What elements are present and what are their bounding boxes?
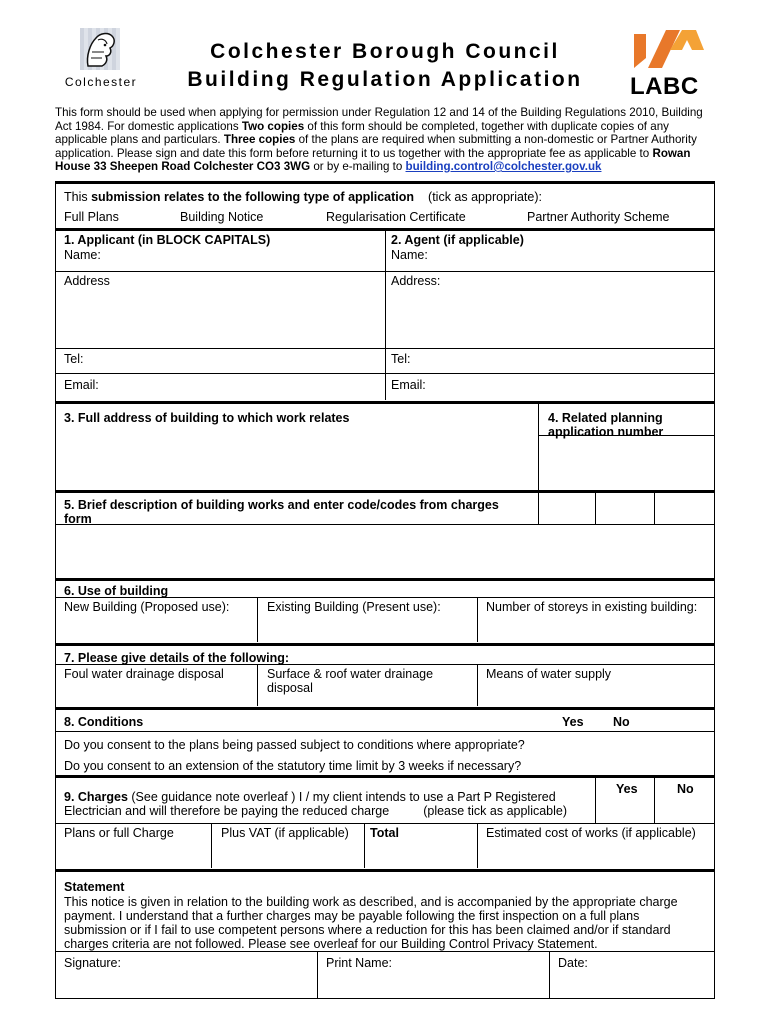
number-of-storeys-field[interactable]: Number of storeys in existing building: bbox=[486, 600, 698, 614]
agent-heading: 2. Agent (if applicable) bbox=[391, 233, 524, 247]
planning-number-heading: 4. Related planning bbox=[548, 411, 663, 425]
new-building-use-field[interactable]: New Building (Proposed use): bbox=[64, 600, 230, 614]
labc-chevron-icon bbox=[630, 28, 708, 70]
option-regularisation[interactable]: Regularisation Certificate bbox=[326, 210, 466, 224]
option-building-notice[interactable]: Building Notice bbox=[180, 210, 264, 224]
council-crest-icon bbox=[64, 26, 138, 74]
statement-line-4: charges criteria are not followed. Please see overleaf for our Building Control Privacy Statement. bbox=[64, 937, 598, 951]
statement-line-1: This notice is given in relation to the building work as described, and is accompanied by the appropriate charge bbox=[64, 895, 678, 909]
surface-water-field[interactable]: Surface & roof water drainage bbox=[267, 667, 434, 681]
vat-field[interactable]: Plus VAT (if applicable) bbox=[221, 826, 349, 840]
conditions-yes-label: Yes bbox=[562, 715, 584, 729]
intro-paragraph: This form should be used when applying for permission under Regulation 12 and 14 of the Building Regulations 2010, Building Act 1984. For domestic applications Two copies of this form should be completed, together with duplicate copies of any applicable plans and particulars. Three copies of the plans are required when submitting a non-domestic or Partner Authority application. Please sign and date this form before returning it to us together with the appropriate fee as applicable to Rowan House 33 Sheepen Road Colchester CO3 3WG or by e-mailing to building.control@colchester.gov.uk bbox=[55, 106, 703, 173]
conditions-question-1[interactable]: Do you consent to the plans being passed subject to conditions where appropriate? bbox=[64, 738, 525, 752]
part-p-yes[interactable]: Yes bbox=[616, 782, 638, 796]
statement-line-3: submission or if I fail to use competent persons where a reduction for this has been claimed and/or if standard bbox=[64, 923, 671, 937]
applicant-heading: 1. Applicant (in BLOCK CAPITALS) bbox=[64, 233, 271, 247]
submission-type-label: This submission relates to the following type of application (tick as appropriate): bbox=[64, 190, 542, 204]
applicant-address-field[interactable]: Address bbox=[64, 274, 110, 288]
building-address-heading: 3. Full address of building to which work relates bbox=[64, 411, 350, 425]
signature-field[interactable]: Signature: bbox=[64, 956, 121, 970]
council-logo bbox=[64, 26, 138, 88]
statement-line-2: payment. I understand that a further charges may be payable following the first inspection on a full plans bbox=[64, 909, 640, 923]
part-p-no[interactable]: No bbox=[677, 782, 694, 796]
agent-name-field[interactable]: Name: bbox=[391, 248, 428, 262]
conditions-no-label: No bbox=[613, 715, 630, 729]
page-title: Colchester Borough Council bbox=[210, 40, 560, 63]
statement-heading: Statement bbox=[64, 880, 125, 894]
charges-heading: 9. Charges (See guidance note overleaf ) I / my client intends to use a Part P Registered bbox=[64, 790, 556, 804]
agent-email-field[interactable]: Email: bbox=[391, 378, 426, 392]
planning-number-heading-2: application number bbox=[548, 425, 664, 439]
applicant-tel-field[interactable]: Tel: bbox=[64, 352, 84, 366]
works-description-field[interactable] bbox=[56, 525, 714, 577]
agent-address-field[interactable]: Address: bbox=[391, 274, 441, 288]
conditions-question-2[interactable]: Do you consent to an extension of the statutory time limit by 3 weeks if necessary? bbox=[64, 759, 522, 773]
works-description-heading: 5. Brief description of building works and enter code/codes from charges bbox=[64, 498, 499, 512]
details-heading: 7. Please give details of the following: bbox=[64, 651, 290, 665]
surface-water-field-2: disposal bbox=[267, 681, 313, 695]
plans-charge-field[interactable]: Plans or full Charge bbox=[64, 826, 174, 840]
applicant-name-field[interactable]: Name: bbox=[64, 248, 101, 262]
option-partner-authority[interactable]: Partner Authority Scheme bbox=[527, 210, 670, 224]
applicant-email-field[interactable]: Email: bbox=[64, 378, 99, 392]
labc-logo bbox=[630, 28, 708, 100]
existing-building-use-field[interactable]: Existing Building (Present use): bbox=[267, 600, 441, 614]
email-link[interactable]: building.control@colchester.gov.uk bbox=[405, 160, 602, 173]
option-full-plans[interactable]: Full Plans bbox=[64, 210, 119, 224]
charges-reduced-line: Electrician and will therefore be paying the reduced charge (please tick as applicable) bbox=[64, 804, 568, 818]
date-field[interactable]: Date: bbox=[558, 956, 588, 970]
estimated-cost-field[interactable]: Estimated cost of works (if applicable) bbox=[486, 826, 696, 840]
foul-water-field[interactable]: Foul water drainage disposal bbox=[64, 667, 224, 681]
use-of-building-heading: 6. Use of building bbox=[64, 584, 169, 598]
labc-text: LABC bbox=[630, 73, 699, 100]
print-name-field[interactable]: Print Name: bbox=[326, 956, 392, 970]
works-description-heading-2: form bbox=[64, 512, 92, 526]
total-field[interactable]: Total bbox=[370, 826, 399, 840]
logo-text: Colchester bbox=[64, 75, 138, 89]
conditions-heading: 8. Conditions bbox=[64, 715, 144, 729]
water-supply-field[interactable]: Means of water supply bbox=[486, 667, 612, 681]
page-subtitle: Building Regulation Application bbox=[187, 68, 583, 91]
agent-tel-field[interactable]: Tel: bbox=[391, 352, 411, 366]
building-address-field[interactable] bbox=[56, 436, 537, 488]
